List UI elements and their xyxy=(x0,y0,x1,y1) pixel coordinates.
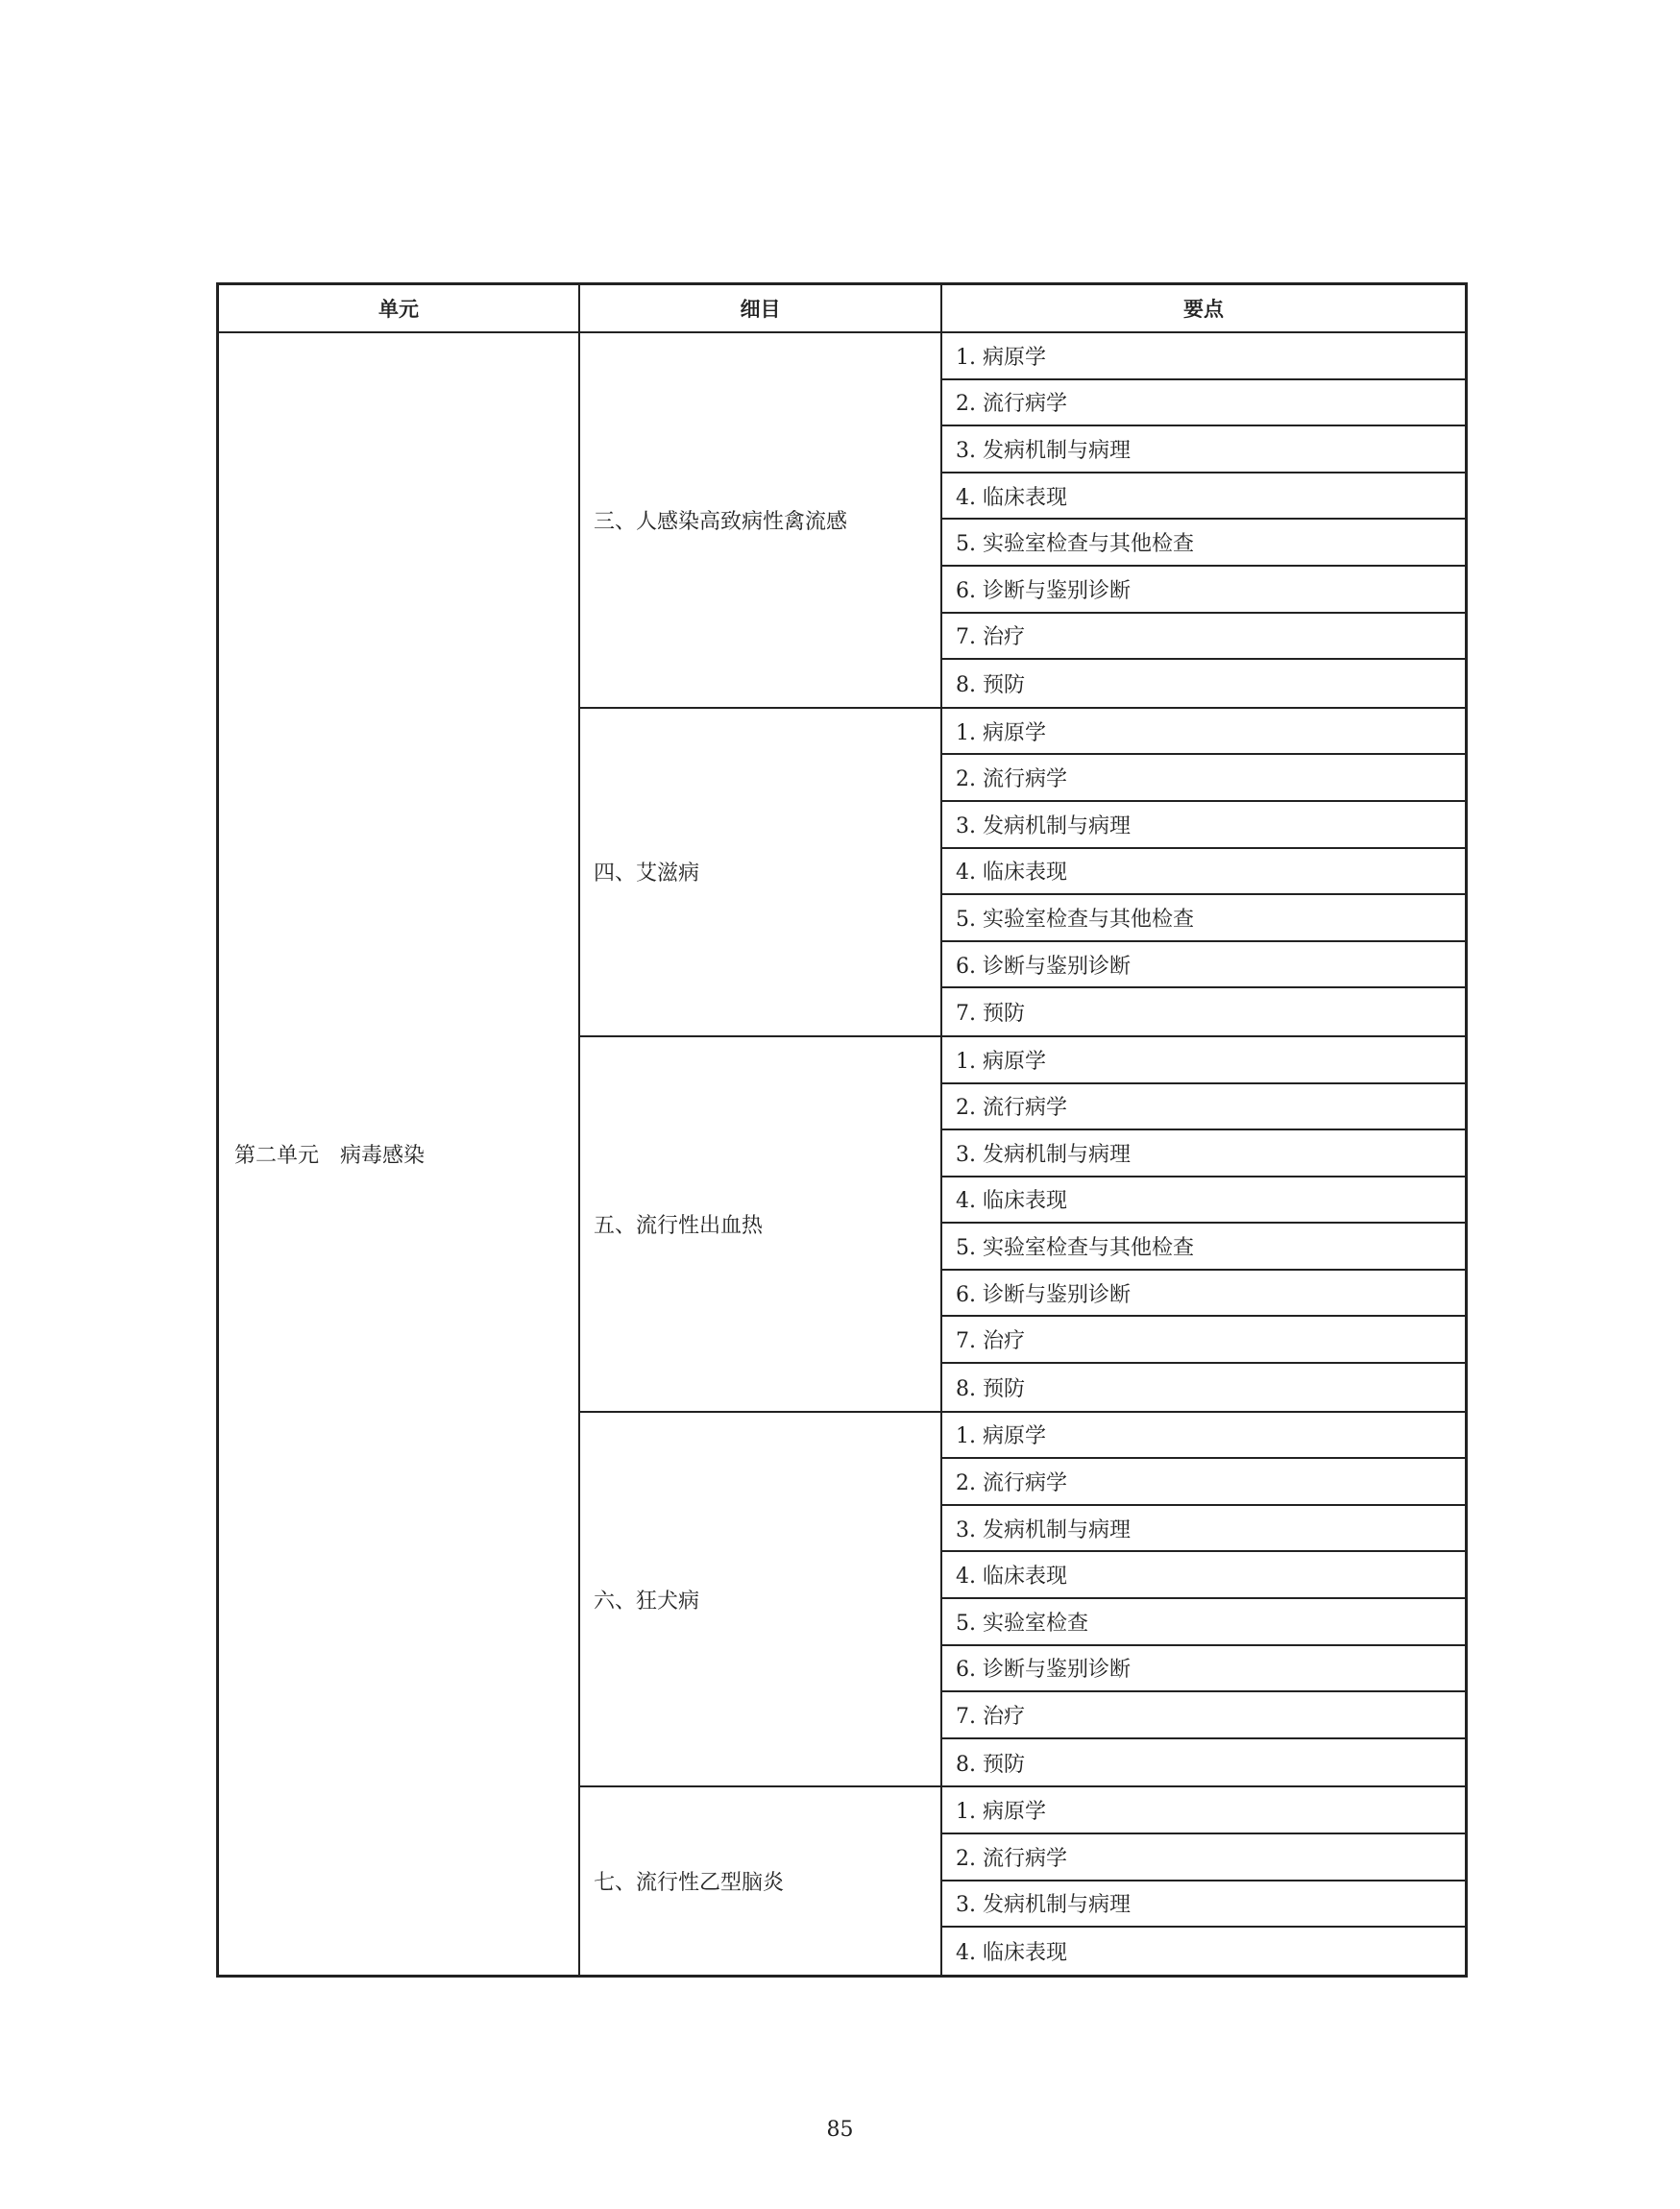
point-item: 8. 预防 xyxy=(956,672,1025,697)
point-item: 7. 治疗 xyxy=(942,1692,1465,1739)
points-list xyxy=(942,709,1465,1035)
unit-cell: 第二单元 病毒感染 xyxy=(219,333,580,1975)
point-item: 3. 发病机制与病理 xyxy=(942,426,1465,473)
point-item: 2. 流行病学 xyxy=(942,1459,1465,1506)
point-item: 7. 治疗 xyxy=(942,614,1465,661)
point-item: 5. 实验室检查与其他检查 xyxy=(942,895,1465,942)
section-row xyxy=(580,709,1465,1037)
point-item: 4. 临床表现 xyxy=(956,1940,1067,1965)
points-list xyxy=(942,1787,1465,1974)
section-name: 七、流行性乙型脑炎 xyxy=(580,1787,942,1974)
syllabus-table xyxy=(216,282,1468,1978)
point-item: 1. 病原学 xyxy=(942,1037,1465,1084)
point-item: 3. 发病机制与病理 xyxy=(942,1881,1465,1929)
page-number: 85 xyxy=(826,2118,854,2142)
sections xyxy=(580,333,1465,1975)
table-header xyxy=(219,285,1465,333)
header-item: 细目 xyxy=(580,285,942,331)
section-name: 三、人感染高致病性禽流感 xyxy=(580,333,942,707)
point-item: 5. 实验室检查与其他检查 xyxy=(942,1224,1465,1271)
point-item: 1. 病原学 xyxy=(942,333,1465,380)
point-item: 2. 流行病学 xyxy=(942,1084,1465,1131)
points-list xyxy=(942,1413,1465,1786)
point-item: 3. 发病机制与病理 xyxy=(942,1130,1465,1177)
section-row xyxy=(580,1413,1465,1788)
point-item: 1. 病原学 xyxy=(942,1787,1465,1834)
point-item: 7. 治疗 xyxy=(942,1317,1465,1364)
point-item: 2. 流行病学 xyxy=(942,755,1465,802)
point-item: 1. 病原学 xyxy=(942,1413,1465,1460)
section-name: 四、艾滋病 xyxy=(580,709,942,1035)
point-item: 1. 病原学 xyxy=(942,709,1465,756)
point-item: 6. 诊断与鉴别诊断 xyxy=(942,567,1465,614)
section-row xyxy=(580,333,1465,709)
point-item: 2. 流行病学 xyxy=(942,380,1465,427)
section-row xyxy=(580,1787,1465,1974)
point-item: 3. 发病机制与病理 xyxy=(942,1506,1465,1553)
point-item: 6. 诊断与鉴别诊断 xyxy=(942,942,1465,989)
section-name: 五、流行性出血热 xyxy=(580,1037,942,1411)
point-item: 4. 临床表现 xyxy=(942,1552,1465,1599)
point-item: 2. 流行病学 xyxy=(942,1834,1465,1881)
points-list xyxy=(942,333,1465,707)
point-item: 8. 预防 xyxy=(956,1752,1025,1777)
point-item: 5. 实验室检查与其他检查 xyxy=(942,520,1465,567)
section-row xyxy=(580,1037,1465,1413)
point-item: 3. 发病机制与病理 xyxy=(942,802,1465,849)
point-item: 7. 预防 xyxy=(956,1002,1025,1027)
point-item: 4. 临床表现 xyxy=(942,1177,1465,1225)
header-unit: 单元 xyxy=(219,285,580,331)
point-item: 6. 诊断与鉴别诊断 xyxy=(942,1646,1465,1693)
table-body xyxy=(219,333,1465,1975)
point-item: 5. 实验室检查 xyxy=(942,1599,1465,1646)
point-item: 6. 诊断与鉴别诊断 xyxy=(942,1271,1465,1318)
section-name: 六、狂犬病 xyxy=(580,1413,942,1786)
header-points: 要点 xyxy=(1183,298,1224,321)
point-item: 4. 临床表现 xyxy=(942,473,1465,521)
point-item: 8. 预防 xyxy=(956,1376,1025,1401)
points-list xyxy=(942,1037,1465,1411)
point-item: 4. 临床表现 xyxy=(942,849,1465,896)
